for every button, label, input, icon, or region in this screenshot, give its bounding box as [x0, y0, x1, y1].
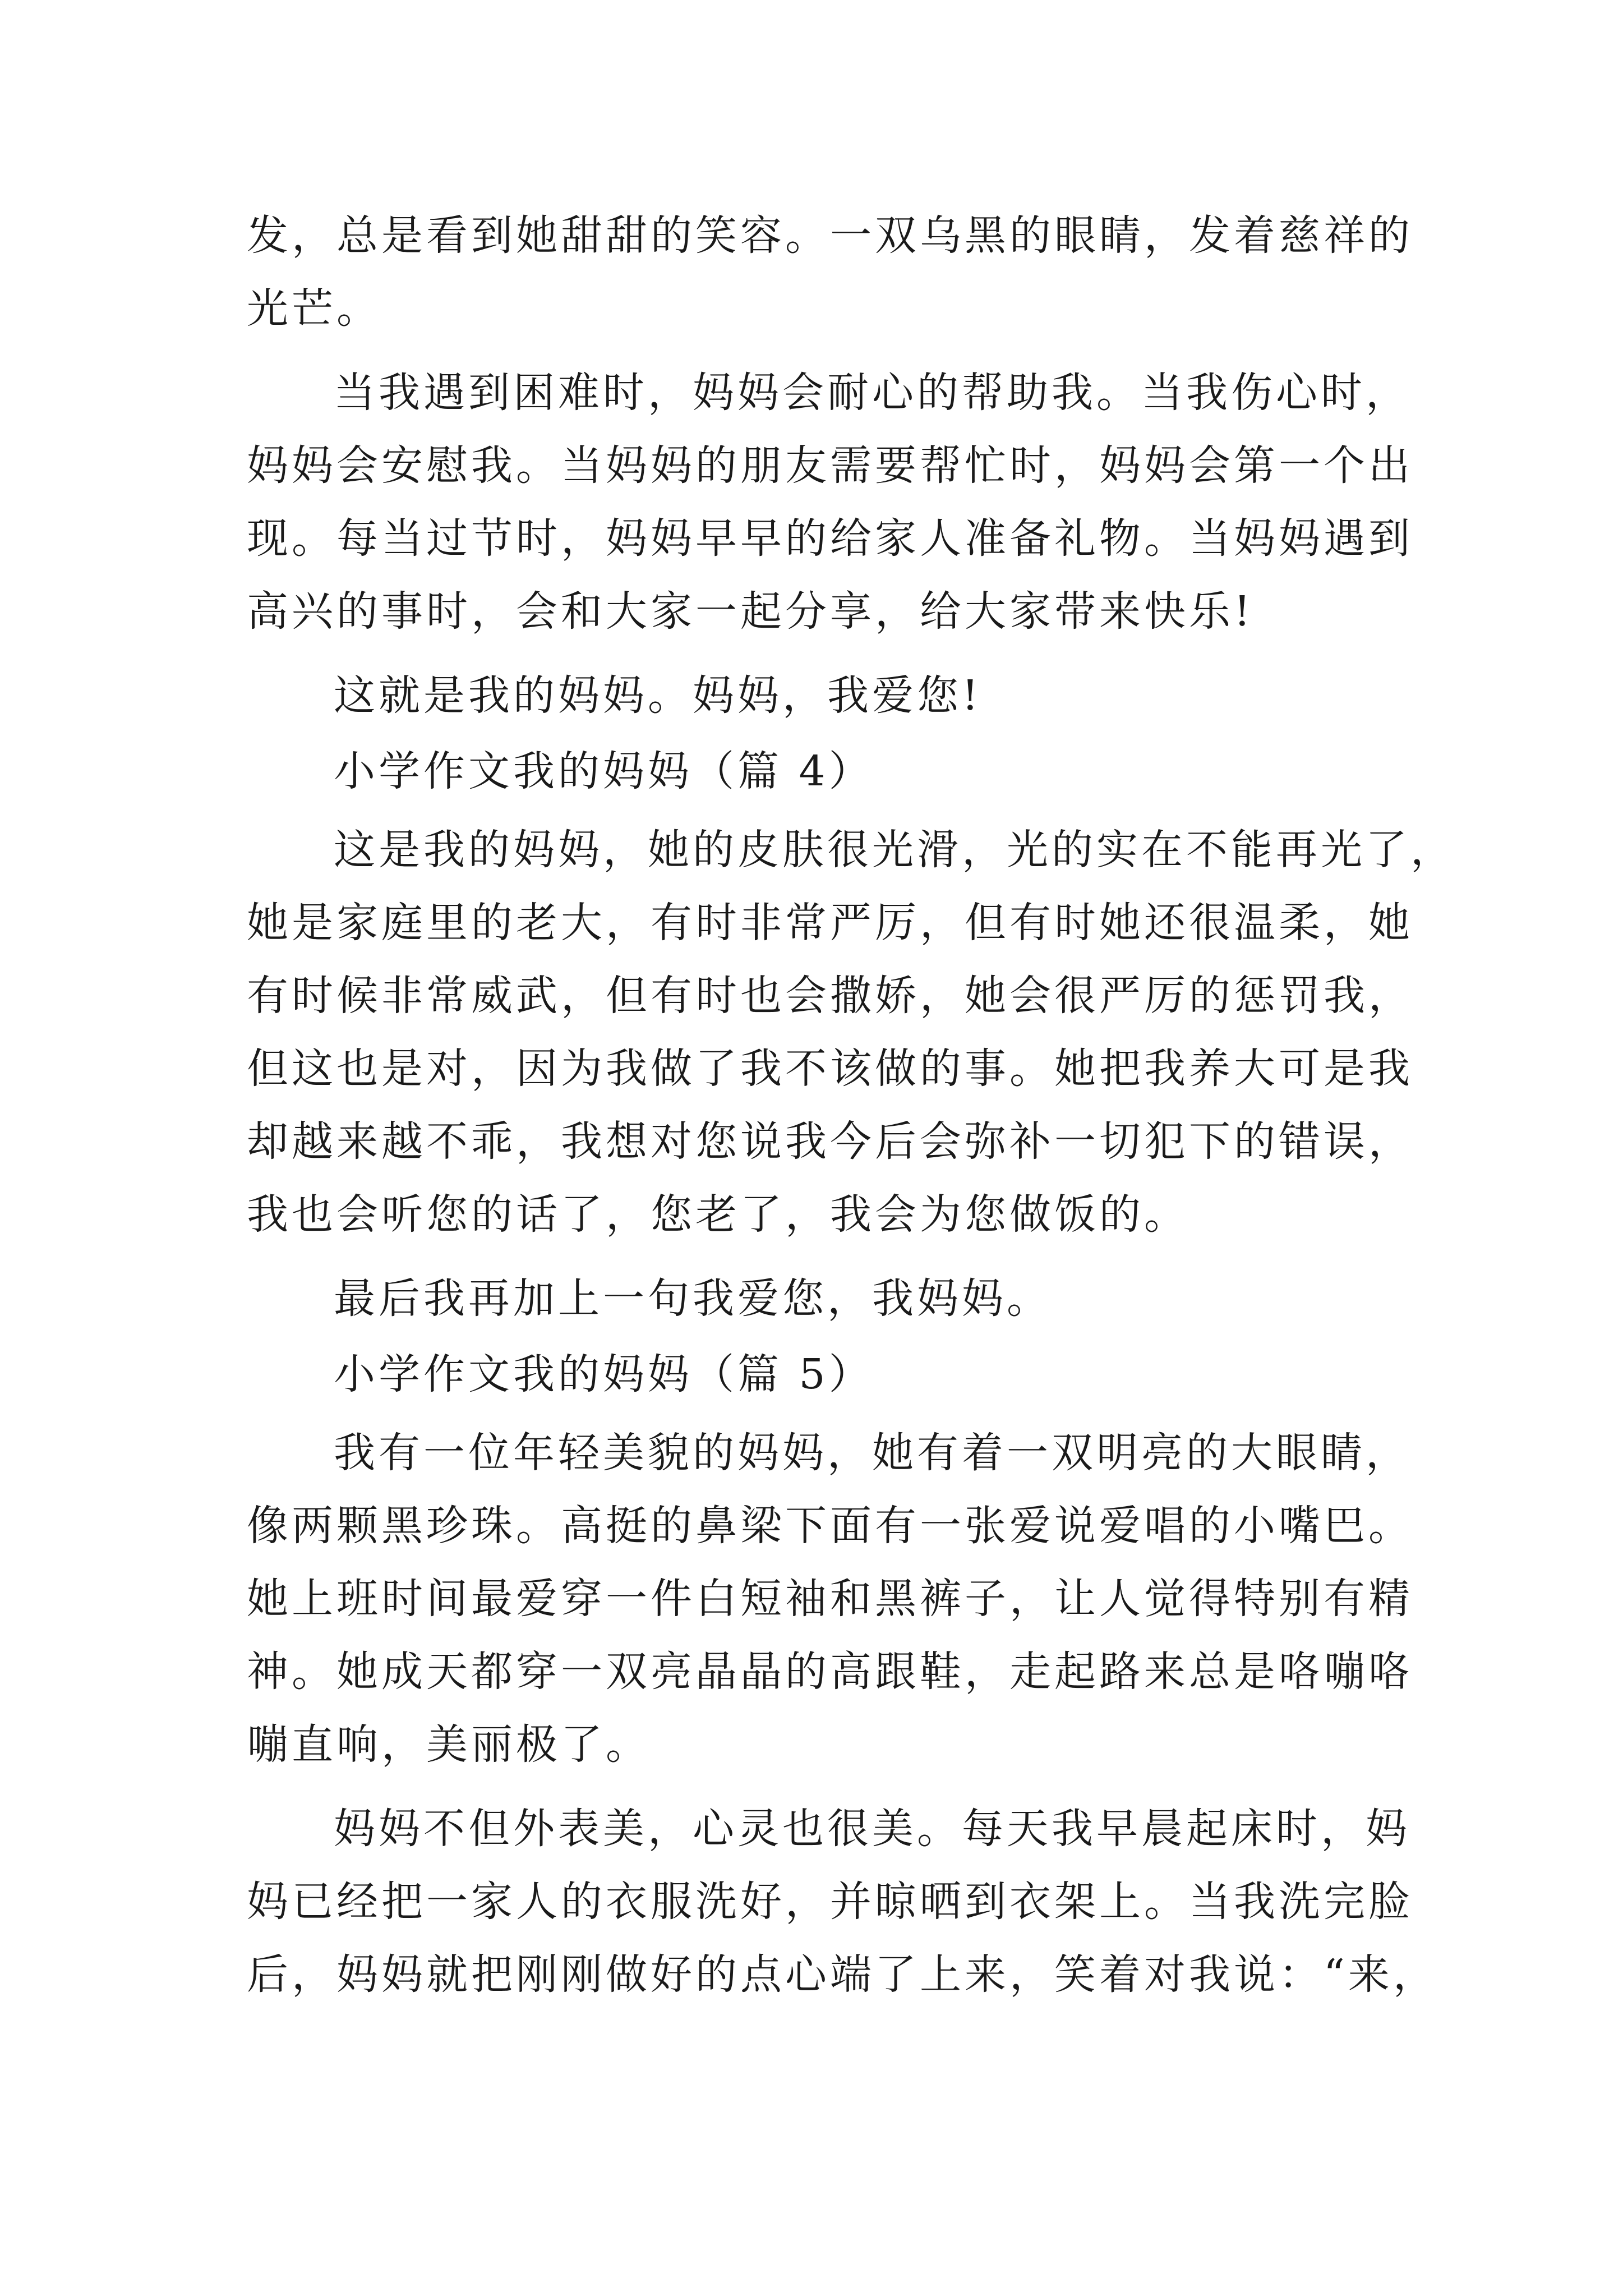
paragraph-start: 妈妈不但外表美，心灵也很美。每天我早晨起床时，妈 — [334, 1805, 1410, 1853]
paragraph-start: 最后我再加上一句我爱您，我妈妈。 — [334, 1274, 1052, 1323]
section-heading: 小学作文我的妈妈（篇 5） — [334, 1350, 874, 1398]
text-line: 她是家庭里的老大，有时非常严厉，但有时她还很温柔，她 — [247, 899, 1413, 947]
paragraph-start: 当我遇到困难时，妈妈会耐心的帮助我。当我伤心时， — [334, 369, 1410, 417]
text-line: 光芒。 — [247, 284, 381, 333]
text-line: 高兴的事时，会和大家一起分享，给大家带来快乐! — [247, 587, 1254, 636]
text-line: 妈已经把一家人的衣服洗好，并晾晒到衣架上。当我洗完脸 — [247, 1878, 1413, 1926]
text-line: 但这也是对，因为我做了我不该做的事。她把我养大可是我 — [247, 1045, 1413, 1093]
text-line: 神。她成天都穿一双亮晶晶的高跟鞋，走起路来总是咯嘣咯 — [247, 1648, 1413, 1696]
text-line: 后，妈妈就把刚刚做好的点心端了上来，笑着对我说：“来， — [247, 1950, 1438, 1999]
paragraph-start: 这是我的妈妈，她的皮肤很光滑，光的实在不能再光了， — [334, 826, 1455, 874]
text-line: 发，总是看到她甜甜的笑容。一双乌黑的眼睛，发着慈祥的 — [247, 211, 1413, 260]
paragraph-start: 这就是我的妈妈。妈妈，我爱您! — [334, 671, 982, 720]
text-line: 她上班时间最爱穿一件白短袖和黑裤子，让人觉得特别有精 — [247, 1575, 1413, 1623]
paragraph-start: 我有一位年轻美貌的妈妈，她有着一双明亮的大眼睛， — [334, 1429, 1410, 1477]
text-line: 有时候非常威武，但有时也会撒娇，她会很严厉的惩罚我， — [247, 972, 1413, 1020]
text-line: 却越来越不乖，我想对您说我今后会弥补一切犯下的错误， — [247, 1117, 1413, 1166]
section-heading: 小学作文我的妈妈（篇 4） — [334, 747, 874, 795]
text-line: 妈妈会安慰我。当妈妈的朋友需要帮忙时，妈妈会第一个出 — [247, 441, 1413, 490]
text-line: 嘣直响，美丽极了。 — [247, 1720, 651, 1769]
text-line: 像两颗黑珍珠。高挺的鼻梁下面有一张爱说爱唱的小嘴巴。 — [247, 1502, 1413, 1550]
text-line: 现。每当过节时，妈妈早早的给家人准备礼物。当妈妈遇到 — [247, 514, 1413, 563]
text-line: 我也会听您的话了，您老了，我会为您做饭的。 — [247, 1190, 1189, 1239]
